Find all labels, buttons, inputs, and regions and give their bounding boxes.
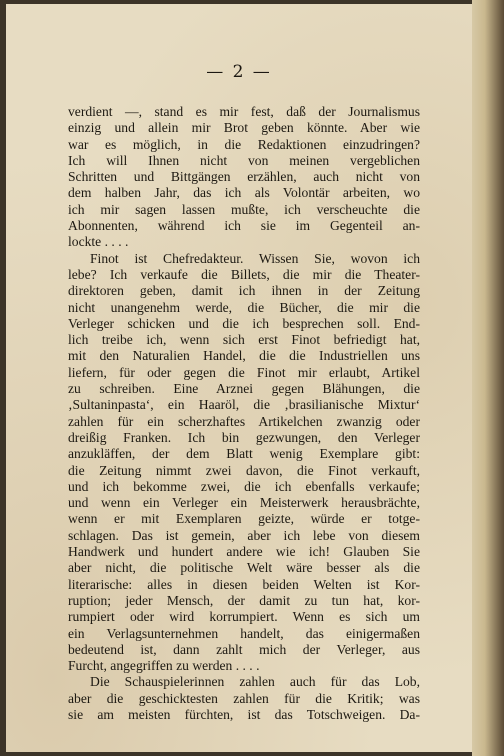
body-text	[68, 104, 420, 723]
text-line: ein Verlagsunternehmen handelt, das einigermaßen	[68, 625, 420, 641]
text-line: ‚Sultaninpasta‘, ein Haaröl, die ‚brasilianische Mixtur‘	[68, 397, 420, 413]
text-line: bedeutend ist, dann zahlt mich der Verleger, aus	[68, 641, 420, 657]
page-number: — 2 —	[206, 62, 272, 82]
text-line: lockte . . . .	[68, 234, 129, 250]
text-line: aber nicht, die politische Welt wäre besser als die	[68, 560, 420, 576]
text-line: zu schreiben. Eine Arznei gegen Blähungen, die	[68, 381, 420, 397]
text-line: Die Schauspielerinnen zahlen auch für das Lob,	[90, 674, 420, 690]
page-edge	[472, 0, 504, 756]
text-line: literarische: alles in diesen beiden Welten ist Kor-	[68, 576, 420, 592]
text-line: war es möglich, in die Redaktionen einzudringen?	[68, 136, 420, 152]
text-line: schlagen. Das ist gemein, aber ich lebe von diesem	[68, 527, 420, 543]
text-line: Abonnenten, während ich sie im Gegenteil an-	[68, 218, 420, 234]
text-line: zahlen für ein scherzhaftes Artikelchen zwanzig oder	[68, 413, 420, 429]
text-line: Schritten und Bittgängen erzählen, auch nicht von	[68, 169, 420, 185]
text-line: Finot ist Chefredakteur. Wissen Sie, wovon ich	[90, 250, 420, 266]
text-line: ich mir sagen lassen mußte, ich verscheuchte die	[68, 201, 420, 217]
text-line: Handwerk und hundert andere wie ich! Glauben Sie	[68, 544, 420, 560]
text-line: direktoren geben, damit ich ihnen in der Zeitung	[68, 283, 420, 299]
text-line: Furcht, angegriffen zu werden . . . .	[68, 658, 260, 674]
text-line: lebe? Ich verkaufe die Billets, die mir die Theater-	[68, 266, 420, 282]
text-line: aber die geschicktesten zahlen für die Kritik; was	[68, 690, 420, 706]
text-line: dreißig Franken. Ich bin gezwungen, den Verleger	[68, 429, 420, 445]
book-page	[6, 4, 472, 752]
text-line: sie am meisten fürchten, ist das Totschweigen. Da-	[68, 706, 420, 722]
text-line: rumpiert oder wird korrumpiert. Wenn es sich um	[68, 609, 420, 625]
text-line: wenn er mit Exemplaren geizte, würde er totge-	[68, 511, 420, 527]
text-line: dem halben Jahr, das ich als Volontär arbeiten, wo	[68, 185, 420, 201]
text-line: mit den Naturalien Handel, die die Industriellen uns	[68, 348, 420, 364]
text-line: und ich bekomme zwei, die ich ebenfalls verkaufe;	[68, 478, 420, 494]
text-line: Verleger schicken und die ich besprechen soll. End-	[68, 315, 420, 331]
text-line: Ich will Ihnen nicht von meinen vergeblichen	[68, 152, 420, 168]
text-line: ruption; jeder Mensch, der damit zu tun hat, kor-	[68, 592, 420, 608]
text-line: nicht unangenehm werde, die Bücher, die mir die	[68, 299, 420, 315]
text-line: und wenn ein Verleger ein Meisterwerk herausbrächte,	[68, 495, 420, 511]
text-line: lich treibe ich, wenn sich erst Finot befriedigt hat,	[68, 332, 420, 348]
text-line: liefern, für oder gegen die Finot mir erlaubt, Artikel	[68, 364, 420, 380]
text-line: die Zeitung nimmt zwei davon, die Finot verkauft,	[68, 462, 420, 478]
text-line: anzukläffen, der dem Blatt wenig Exemplare gibt:	[68, 446, 420, 462]
text-line: einzig und allein mir Brot geben könnte. Aber wie	[68, 120, 420, 136]
text-line: verdient —, stand es mir fest, daß der Journalismus	[68, 104, 420, 119]
